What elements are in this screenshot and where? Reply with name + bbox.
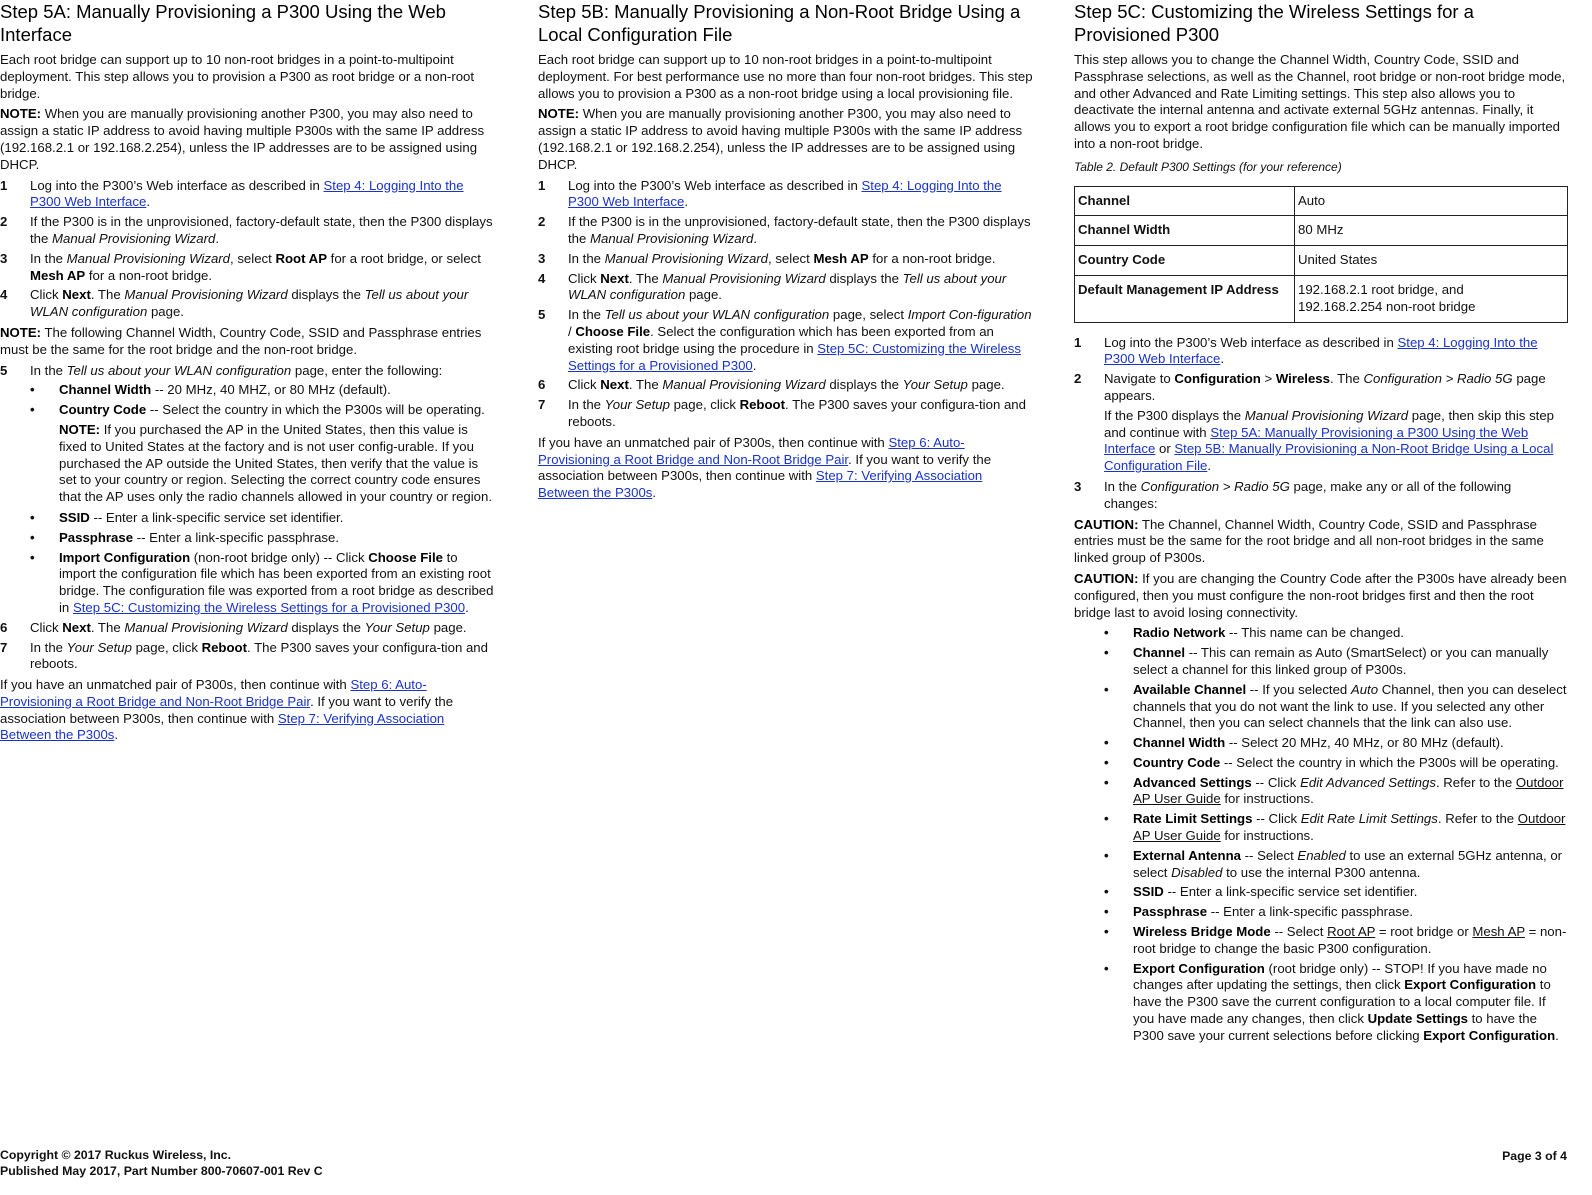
step-text: page, then skip this step and continue with [1104,407,1554,440]
step-text: page, select [829,307,908,323]
step-text: , select [768,250,814,266]
step-item [538,397,1034,431]
section-step-5a [0,0,496,748]
mesh-ap-option: Mesh AP [1472,924,1525,940]
step-text: page, make any or all of the following changes: [1104,478,1512,511]
step-text: displays the [287,619,365,635]
list-item [30,402,496,506]
step-item [538,214,1034,248]
step-text: In the [30,250,67,266]
step-strong: Root AP [275,250,327,266]
table-key: Channel [1075,186,1295,216]
list-item [1104,645,1568,679]
step-text: page appears. [1104,371,1546,403]
link-step-4[interactable]: Step 4: Logging Into the P300 Web Interface [1104,334,1538,367]
item-text: -- This can remain as Auto (SmartSelect) or you can manually select a channel for this linked group of P300s. [1133,645,1549,677]
step-text: . Select the configuration which has been exported from an existing root bridge using the procedure in [568,323,994,356]
item-emphasis: Enabled [1297,847,1346,863]
step-number: 7 [0,639,8,655]
step-strong: Configuration [1174,371,1261,387]
step-text: In the [1104,478,1141,494]
caution-paragraph [1074,571,1568,621]
link-step-5c[interactable]: Step 5C: Customizing the Wireless Settings for a Provisioned P300 [568,340,1021,373]
step-text: displays the [825,270,903,286]
step-text: Navigate to [1104,371,1175,387]
step-strong: Wireless [1275,371,1330,387]
note-paragraph [0,106,496,173]
list-item [30,510,496,527]
section-title: Step 5C: Customizing the Wireless Settings for a Provisioned P300 [1074,1,1474,45]
caution-label: CAUTION: [1074,570,1139,586]
step-text: or [1155,441,1175,457]
list-item [1104,904,1568,921]
item-text: -- Click [1251,774,1301,790]
step-text: If the P300 displays the [1104,407,1245,423]
list-item [30,382,496,399]
section-step-5b [538,0,1034,506]
list-item [1104,682,1568,732]
step-text: for a non-root bridge. [868,250,996,266]
step-text: . The P300 saves your configura-tion and reboots. [30,639,488,672]
item-strong: Country Code [59,402,147,418]
item-strong: Rate Limit Settings [1133,811,1253,827]
item-strong: Update Settings [1367,1011,1468,1027]
item-text: -- This name can be changed. [1225,625,1404,641]
step-subparagraph [1104,408,1568,475]
table-caption: Table 2. Default P300 Settings (for your reference) [1074,159,1342,174]
step-strong: Reboot [201,639,247,655]
item-text: to import the configuration file which has been exported from an existing root bridge. The configuration file was exported from a root bridge as described in [59,549,494,615]
item-strong: Passphrase [59,529,134,545]
item-strong: Channel Width [1133,735,1226,751]
step-number: 3 [1074,478,1082,494]
step-text: , select [230,250,276,266]
caution-text: The Channel, Channel Width, Country Code, SSID and Passphrase entries must be the same for the root bridge and all non-root bridges in the same linked group of P300s. [1074,516,1544,566]
link-step-7[interactable]: Step 7: Verifying Association Between the P300s [538,468,983,501]
item-emphasis: Edit Rate Limit Settings [1300,811,1438,827]
link-step-7[interactable]: Step 7: Verifying Association Between the P300s [0,710,445,743]
step-emphasis: Manual Provisioning Wizard [124,619,288,635]
item-text: Channel, then you can deselect channels that you do not want the link to use. If you selected any other Channel, then you can select channels that the link can also use. [1133,681,1567,731]
step-text: . [1207,458,1212,474]
note-text: If you purchased the AP in the United States, then this value is fixed to United States at the factory and is not user config-urable. If you purchased the AP outside the United States, then verify that the value is set to your country or region. Selecting the correct country code ensures that the AP uses only the radio channels allowed in your country or region. [59,421,493,505]
root-ap-option: Root AP [1327,924,1376,940]
list-item [1104,755,1568,772]
outro-text: If you have an unmatched pair of P300s, then continue with [538,434,889,450]
settings-list [1074,625,1568,1044]
section-title: Step 5A: Manually Provisioning a P300 Using the Web Interface [0,1,446,45]
item-strong: Radio Network [1133,625,1226,641]
item-strong: SSID [1133,884,1164,900]
step-item [0,214,496,248]
step-text: . [215,230,220,246]
item-text: -- Select the country in which the P300s will be operating. [1220,754,1559,770]
step-item [0,620,496,637]
item-text: -- 20 MHz, 40 MHZ, or 80 MHz (default). [151,382,391,398]
step-item [538,307,1034,374]
table-row [1075,216,1568,246]
step-text: displays the [825,377,903,393]
item-text: -- Enter a link-specific service set identifier. [89,509,344,525]
step-number: 4 [0,287,8,303]
item-text: . Refer to the [1437,811,1518,827]
step-text: Log into the P300’s Web interface as described in [568,177,862,193]
item-strong: External Antenna [1133,847,1241,863]
item-strong: SSID [59,509,90,525]
step-text: . [1220,351,1224,367]
default-settings-table [1074,186,1568,323]
item-strong: Passphrase [1133,904,1208,920]
list-item [1104,848,1568,882]
link-step-6[interactable]: Step 6: Auto-Provisioning a Root Bridge and Non-Root Bridge Pair [538,434,965,467]
table-row [1075,275,1568,322]
step-text: page. [685,287,722,303]
item-strong: Export Configuration [1133,960,1265,976]
item-text: . [1555,1027,1559,1043]
step-emphasis: Manual Provisioning Wizard [124,287,288,303]
item-text: to use the internal P300 antenna. [1222,864,1421,880]
step-emphasis: Manual Provisioning Wizard [52,230,216,246]
step-number: 5 [538,307,546,323]
note-text: The following Channel Width, Country Code, SSID and Passphrase entries must be the same for the root bridge and the non-root bridge. [0,324,482,357]
step-text: In the [30,639,67,655]
step-text: / [568,323,576,339]
outro-text: . [114,727,119,743]
step-text: . The P300 saves your configura-tion and reboots. [568,397,1026,429]
step-text: page, enter the following: [291,362,443,378]
note-paragraph [59,422,496,506]
step-strong: Mesh AP [813,250,869,266]
step-text: page. [967,377,1005,393]
list-item [1104,961,1568,1045]
step-emphasis: Tell us about your WLAN configuration [604,307,830,323]
step-strong: Mesh AP [30,267,86,283]
step-text: . [753,230,758,246]
step-text: Log into the P300’s Web interface as described in [1104,334,1398,350]
caution-text: If you are changing the Country Code after the P300s have already been configured, then you must configure the non-root bridges first and then the root bridge last to avoid losing connectivity. [1074,570,1567,620]
step-item [538,271,1034,305]
step-item [0,178,496,212]
item-text: -- If you selected [1246,681,1351,697]
table-key: Default Management IP Address [1075,275,1295,322]
step-item [538,178,1034,212]
step-number: 4 [538,270,546,286]
caution-paragraph [1074,517,1568,567]
step-item [1074,371,1568,475]
step-number: 3 [538,250,546,266]
note-label: NOTE: [538,106,580,122]
step-emphasis: Tell us about your WLAN configuration [30,287,469,320]
outdoor-ap-guide-reference: Outdoor AP User Guide [1133,811,1566,844]
copyright-text: Copyright © 2017 Ruckus Wireless, Inc. [0,1148,232,1162]
table-value: 80 MHz [1295,216,1568,246]
item-text: (root bridge only) -- STOP! If you have made no changes after updating the settings, then click [1133,960,1547,993]
step-text: . The [90,287,125,303]
step-text: Log into the P300’s Web interface as described in [30,177,324,193]
item-text: for instructions. [1220,828,1314,844]
step-text: page. [429,619,467,635]
intro-paragraph: Each root bridge can support up to 10 non-root bridges in a point-to-multipoint deployment. This step allows you to provision a P300 as root bridge or a non-root bridge. [0,52,475,101]
item-strong: Available Channel [1133,681,1247,697]
steps-list [538,178,1034,431]
step-item [1074,479,1568,513]
step-text: for a root bridge, or select [327,250,481,266]
outro-paragraph [538,435,1034,502]
table-row [1075,186,1568,216]
item-text: -- Enter a link-specific service set identifier. [1163,884,1418,900]
step-strong: Next [600,270,629,286]
item-text: . [465,599,469,615]
step-text: Click [30,287,63,303]
publication-info: Published May 2017, Part Number 800-70607-001 Rev C [0,1163,323,1178]
table-value [1295,275,1568,322]
intro-paragraph: Each root bridge can support up to 10 non-root bridges in a point-to-multipoint deployment. For best performance use no more than four non-root bridges. This step allows you to provision a P300 as a non-root bridge using a local provisioning file. [538,52,1033,101]
step-emphasis: Manual Provisioning Wizard [1244,407,1409,423]
item-text: -- Select 20 MHz, 40 MHz, or 80 MHz (default). [1225,735,1504,751]
step-emphasis: Manual Provisioning Wizard [66,250,231,266]
step-text: . The [628,377,663,393]
step-item [0,251,496,285]
step-emphasis: Your Setup [66,639,132,655]
caution-label: CAUTION: [1074,516,1139,532]
step-text: If the P300 is in the unprovisioned, factory-default state, then the P300 displays the [30,214,493,246]
step-text: In the [568,250,605,266]
table-key: Country Code [1075,246,1295,276]
item-strong: Channel [1133,645,1186,661]
step-text: In the [568,307,605,323]
step-number: 1 [0,177,8,193]
list-item [30,530,496,547]
section-title: Step 5B: Manually Provisioning a Non-Root Bridge Using a Local Configuration File [538,1,1021,45]
step-text: . [684,194,688,210]
item-text: -- Enter a link-specific passphrase. [133,529,339,545]
step-text: Click [568,270,601,286]
list-item [1104,884,1568,901]
step-number: 2 [1074,371,1082,387]
step-text: . [752,357,757,373]
item-text: -- Enter a link-specific passphrase. [1207,904,1413,920]
step-text: . The [628,270,663,286]
item-strong: Country Code [1133,754,1221,770]
step-number: 1 [538,177,546,193]
note-text: When you are manually provisioning another P300, you may also need to assign a static IP address to avoid having multiple P300s with the same IP address (192.168.2.1 or 192.168.2.254), unless the IP addresses are to be assigned using DHCP. [0,106,485,172]
item-strong: Export Configuration [1423,1027,1556,1043]
step-strong: Reboot [739,397,785,413]
step-emphasis: Your Setup [604,397,670,413]
item-text: (non-root bridge only) -- Click [190,549,369,565]
step-text: . The [1329,371,1364,387]
step-text: If the P300 is in the unprovisioned, factory-default state, then the P300 displays the [568,214,1031,246]
step-emphasis: Manual Provisioning Wizard [590,230,754,246]
note-label: NOTE: [0,324,42,340]
note-label: NOTE: [59,421,101,437]
table-value: United States [1295,246,1568,276]
step-strong: Next [600,377,629,393]
table-key: Channel Width [1075,216,1295,246]
steps-list [1074,335,1568,513]
note-paragraph [538,106,1034,173]
item-text: = non-root bridge to change the basic P300 configuration. [1133,924,1567,956]
table-row [1075,246,1568,276]
step-number: 6 [0,619,8,635]
step-item [1074,335,1568,369]
step-text: for a non-root bridge. [85,267,213,283]
item-text: to use an external 5GHz antenna, or select [1133,847,1563,880]
note-text: When you are manually provisioning another P300, you may also need to assign a static IP address to avoid having multiple P300s with the same IP address (192.168.2.1 or 192.168.2.254), unless the IP addresses are to be assigned using DHCP. [538,106,1023,172]
step-item [0,363,496,617]
outro-text: If you have an unmatched pair of P300s, then continue with [0,677,351,693]
step-emphasis: Manual Provisioning Wizard [662,377,826,393]
table-value-line: 192.168.2.254 non-root bridge [1298,298,1476,314]
step-emphasis: Your Setup [902,377,968,393]
note-paragraph [0,325,496,359]
list-item [1104,811,1568,845]
steps-list [0,363,496,674]
item-emphasis: Auto [1350,681,1379,697]
page-number: Page 3 of 4 [1502,1149,1567,1163]
item-strong: Export Configuration [1404,977,1537,993]
step-number: 2 [0,214,8,230]
item-text: to have the P300 save the current configuration to a local computer file. If you have made any changes, then click [1133,977,1551,1027]
list-item [1104,625,1568,642]
step-text: In the [568,397,605,413]
item-text: for instructions. [1220,791,1314,807]
step-text: Click [568,377,601,393]
item-emphasis: Edit Advanced Settings [1300,774,1436,790]
item-strong: Advanced Settings [1133,774,1252,790]
step-text: . [146,194,150,210]
step-emphasis: Configuration > Radio 5G [1140,478,1290,494]
note-label: NOTE: [0,106,42,122]
outro-paragraph [0,677,496,744]
outro-text: . If you want to verify the association between P300s, then continue with [538,451,992,484]
item-text: -- Select the country in which the P300s will be operating. [146,402,485,418]
bullet-list [30,382,496,616]
link-step-4[interactable]: Step 4: Logging Into the P300 Web Interface [568,177,1002,210]
list-item [1104,735,1568,752]
step-emphasis: Your Setup [364,619,430,635]
item-emphasis: Disabled [1171,864,1223,880]
item-text: = root bridge or [1375,924,1473,940]
step-emphasis: Manual Provisioning Wizard [662,270,826,286]
step-number: 3 [0,250,8,266]
step-number: 2 [538,214,546,230]
link-step-4[interactable]: Step 4: Logging Into the P300 Web Interface [30,177,464,210]
table-value: Auto [1295,186,1568,216]
outro-text: . [652,485,657,501]
step-text: page, click [669,397,740,413]
item-text: -- Select [1240,847,1298,863]
list-item [1104,775,1568,809]
step-emphasis: Configuration > Radio 5G [1363,371,1513,387]
step-item [0,640,496,674]
step-text: displays the [287,287,365,303]
step-strong: Next [62,287,91,303]
step-text: In the [30,362,67,378]
step-item [538,377,1034,394]
step-text: page, click [131,639,202,655]
step-number: 7 [538,397,546,413]
intro-paragraph: This step allows you to change the Channel Width, Country Code, SSID and Passphrase selections, as well as the Channel, root bridge or non-root bridge mode, and other Advanced and Rate Limiting settings. This step also allows you to deactivate the internal antenna and activate external 5GHz antennas. Finally, it allows you to export a root bridge configuration file which can be manually imported into a non-root bridge. [1074,52,1566,151]
item-strong: Import Configuration [59,549,191,565]
step-emphasis: Tell us about your WLAN configuration [568,270,1007,303]
item-text: -- Select [1270,924,1328,940]
link-step-6[interactable]: Step 6: Auto-Provisioning a Root Bridge and Non-Root Bridge Pair [0,677,427,709]
list-item [30,550,496,617]
step-emphasis: Import Con-figuration [907,307,1032,323]
page-footer [0,1148,323,1179]
steps-list [0,178,496,321]
step-number: 5 [0,362,8,378]
step-emphasis: Manual Provisioning Wizard [604,250,769,266]
outro-text: . If you want to verify the association between P300s, then continue with [0,693,454,726]
step-strong: Choose File [575,323,651,339]
item-strong: Channel Width [59,382,152,398]
item-strong: Choose File [368,549,443,565]
outdoor-ap-guide-reference: Outdoor AP User Guide [1133,774,1564,807]
link-step-5b[interactable]: Step 5B: Manually Provisioning a Non-Root Bridge Using a Local Configuration File [1104,441,1554,474]
item-text: -- Click [1252,811,1301,827]
step-emphasis: Tell us about your WLAN configuration [66,362,292,378]
section-step-5c [1074,0,1568,1048]
step-text: > [1260,371,1276,387]
step-number: 1 [1074,334,1082,350]
item-text: to have the P300 save your current selections before clicking [1133,1011,1537,1043]
step-item [0,287,496,321]
step-item [538,251,1034,268]
step-number: 6 [538,377,546,393]
step-strong: Next [62,619,91,635]
link-step-5c[interactable]: Step 5C: Customizing the Wireless Settings for a Provisioned P300 [72,599,466,615]
list-item [1104,924,1568,958]
table-value-line: 192.168.2.1 root bridge, and [1298,281,1464,297]
step-text: . The [90,619,125,635]
item-strong: Wireless Bridge Mode [1133,924,1271,940]
step-text: Click [30,619,63,635]
item-text: . Refer to the [1435,774,1516,790]
step-text: page. [147,304,184,320]
link-step-5a[interactable]: Step 5A: Manually Provisioning a P300 Using the Web Interface [1104,424,1529,457]
